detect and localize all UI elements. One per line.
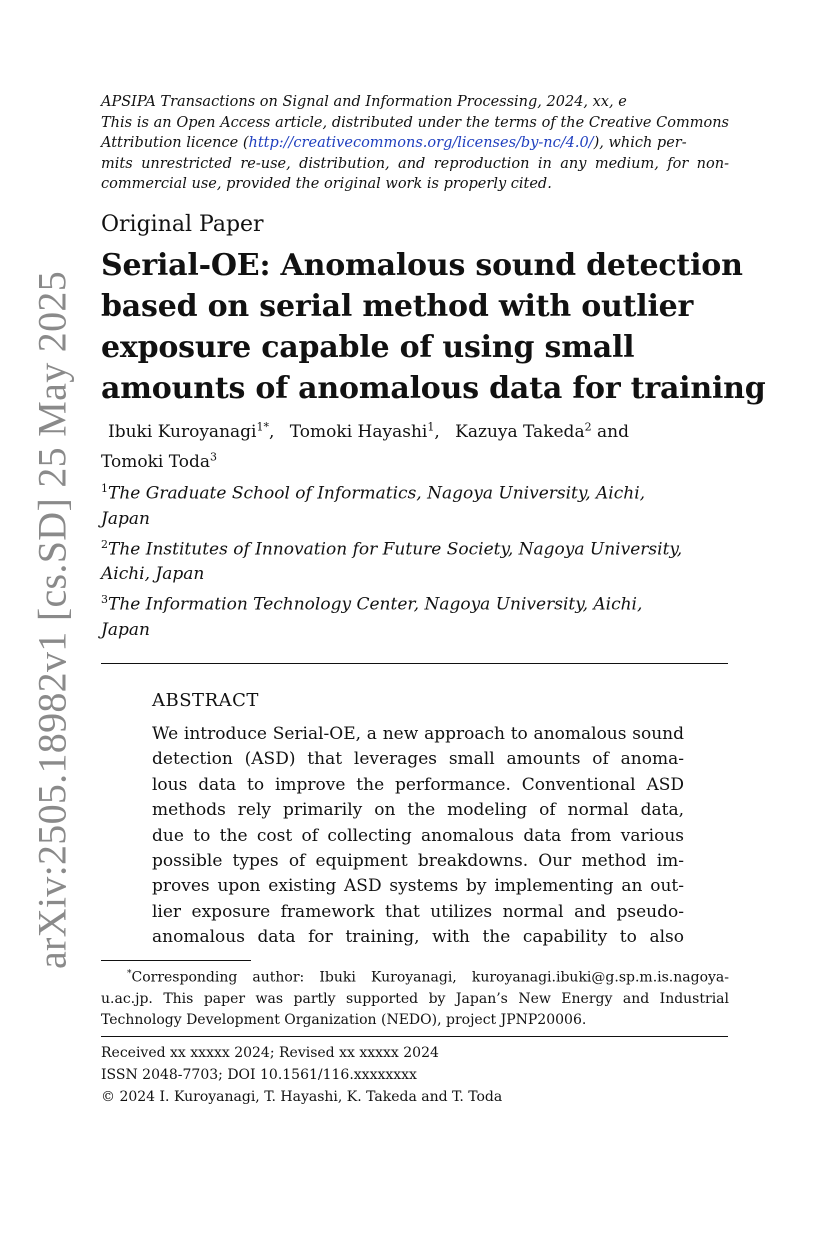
author	[101, 452, 217, 472]
license-text: Attribution licence (	[101, 135, 249, 151]
abstract-line: proves upon existing ASD systems by implementing an out-	[152, 876, 684, 897]
issn-doi: ISSN 2048-7703; DOI 10.1561/116.xxxxxxxx	[101, 1067, 417, 1083]
author-list	[101, 414, 731, 475]
title-line: exposure capable of using small	[101, 330, 635, 365]
author-separator: ,	[434, 421, 440, 442]
footnote-mark: *	[127, 969, 132, 979]
abstract-body	[152, 722, 684, 951]
divider	[101, 1036, 728, 1037]
divider	[101, 663, 728, 664]
title-line: Serial-OE: Anomalous sound detection	[101, 248, 743, 283]
license-text-line	[101, 133, 729, 154]
abstract-heading: ABSTRACT	[152, 690, 259, 711]
footnote-text: Corresponding author: Ibuki Kuroyanagi, kuroyanagi.ibuki@g.sp.m.is.nagoya-	[131, 969, 729, 986]
abstract-line: lous data to improve the performance. Conventional ASD	[152, 774, 684, 795]
footnote-line: Technology Development Organization (NEDO), project JPNP20006.	[101, 1011, 587, 1028]
publication-meta	[101, 1042, 729, 1108]
abstract-line: detection (ASD) that leverages small amounts of anoma-	[152, 749, 684, 770]
footnote-line	[101, 964, 729, 989]
author	[108, 422, 274, 442]
abstract-line: possible types of equipment breakdowns. Our method im-	[152, 851, 684, 872]
author-separator: ,	[268, 421, 275, 442]
author-mark: 2	[584, 420, 592, 433]
affiliation-list	[101, 476, 729, 643]
paper-title	[101, 245, 766, 409]
affiliation-text: The Institutes of Innovation for Future Society, Nagoya University,	[108, 539, 683, 560]
received-dates: Received xx xxxxx 2024; Revised xx xxxxx 2024	[101, 1045, 439, 1061]
affiliation	[101, 587, 729, 618]
license-text-line: mits unrestricted re-use, distribution, and reproduction in any medium, for non-	[101, 155, 729, 172]
abstract-line: We introduce Serial-OE, a new approach to anomalous sound	[152, 724, 684, 744]
article-type: Original Paper	[101, 212, 264, 237]
affiliation	[101, 476, 729, 507]
affiliation-number: 1	[101, 482, 108, 495]
title-line: amounts of anomalous data for training	[101, 371, 766, 406]
license-text: ), which per-	[593, 135, 687, 151]
footnote-line: u.ac.jp. This paper was partly supported by Japan’s New Energy and Industrial	[101, 990, 729, 1007]
copyright: © 2024 I. Kuroyanagi, T. Hayashi, K. Takeda and T. Toda	[101, 1089, 503, 1105]
author-name: Tomoki Hayashi	[289, 421, 428, 442]
license-link[interactable]: http://creativecommons.org/licenses/by-nc/4.0/	[248, 135, 594, 151]
abstract-line: lier exposure framework that utilizes normal and pseudo-	[152, 901, 684, 922]
affiliation-number: 2	[101, 537, 108, 551]
title-line: based on serial method with outlier	[101, 289, 694, 324]
license-text-line: commercial use, provided the original work is properly cited.	[101, 176, 552, 192]
affiliation-continued: Aichi, Japan	[101, 564, 205, 585]
abstract-line: due to the cost of collecting anomalous data from various	[152, 825, 684, 846]
author-separator: and	[591, 421, 629, 442]
author-mark: 3	[210, 450, 218, 464]
arxiv-identifier: arXiv:2505.18982v1 [cs.SD] 25 May 2025	[29, 270, 75, 970]
abstract-line: methods rely primarily on the modeling of normal data,	[152, 800, 684, 821]
footnote-divider	[101, 960, 251, 961]
journal-header	[101, 92, 729, 195]
author-name: Kazuya Takeda	[455, 421, 585, 442]
journal-citation: APSIPA Transactions on Signal and Information Processing, 2024, xx, e	[101, 94, 627, 110]
affiliation-number: 3	[101, 593, 108, 607]
author	[455, 422, 629, 442]
author	[290, 422, 440, 442]
author-name: Ibuki Kuroyanagi	[108, 421, 257, 442]
author-mark: 1*	[256, 420, 269, 433]
footnote	[101, 964, 729, 1031]
author-name: Tomoki Toda	[101, 452, 211, 473]
abstract-line: anomalous data for training, with the capability to also	[152, 927, 684, 948]
license-text-line: This is an Open Access article, distributed under the terms of the Creative Commons	[101, 114, 729, 131]
author-mark: 1	[427, 420, 435, 433]
affiliation	[101, 532, 729, 563]
affiliation-continued: Japan	[101, 508, 150, 529]
affiliation-continued: Japan	[101, 619, 150, 640]
affiliation-text: The Information Technology Center, Nagoya University, Aichi,	[108, 594, 643, 615]
affiliation-text: The Graduate School of Informatics, Nagoya University, Aichi,	[108, 483, 646, 504]
